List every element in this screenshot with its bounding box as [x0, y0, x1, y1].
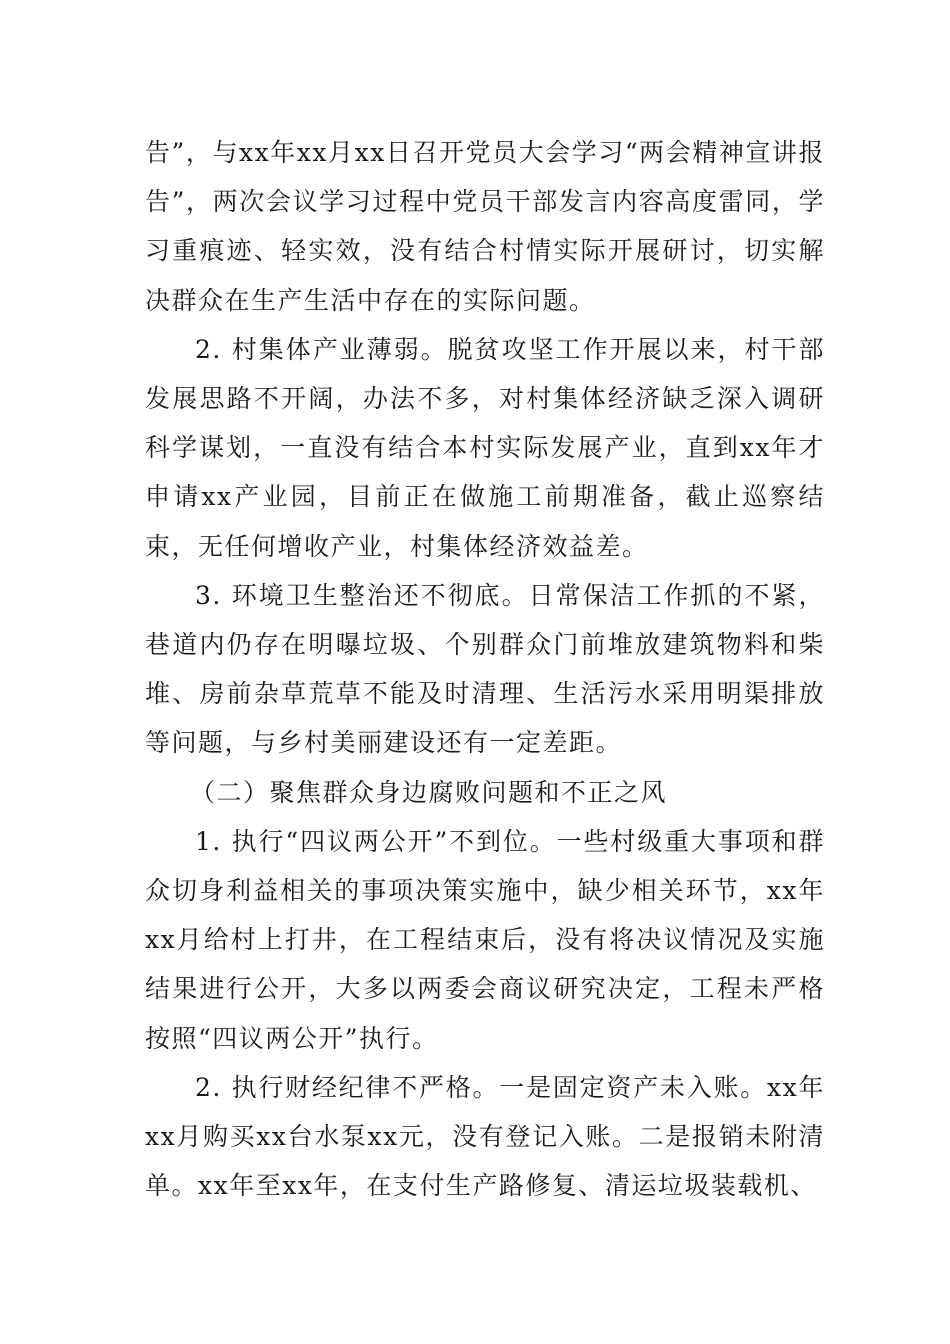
- paragraph-item-2-finance: 2. 执行财经纪律不严格。一是固定资产未入账。xx年xx月购买xx台水泵xx元，没有登记入账。二是报销未附清单。xx年至xx年，在支付生产路修复、清运垃圾装载机、: [145, 1072, 825, 1201]
- document-body: [145, 128, 825, 1210]
- paragraph-item-3-environment: 3. 环境卫生整治还不彻底。日常保洁工作抓的不紧，巷道内仍存在明曝垃圾、个别群众门前堆放建筑物料和柴堆、房前杂草荒草不能及时清理、生活污水采用明渠排放等问题，与乡村美丽建设还有一定差距。: [145, 580, 825, 758]
- paragraph-continuation: 告”，与xx年xx月xx日召开党员大会学习“两会精神宣讲报告”，两次会议学习过程中党员干部发言内容高度雷同，学习重痕迹、轻实效，没有结合村情实际开展研讨，切实解决群众在生产生活中存在的实际问题。: [145, 138, 825, 315]
- section-heading-2: （二）聚焦群众身边腐败问题和不正之风: [190, 777, 668, 807]
- paragraph-item-2-industry: 2. 村集体产业薄弱。脱贫攻坚工作开展以来，村干部发展思路不开阔，办法不多，对村集体经济缺乏深入调研科学谋划，一直没有结合本村实际发展产业，直到xx年才申请xx产业园，目前正在做施工前期准备，截止巡察结束，无任何增收产业，村集体经济效益差。: [145, 334, 825, 561]
- paragraph-item-1-disclosure: 1. 执行“四议两公开”不到位。一些村级重大事项和群众切身利益相关的事项决策实施中，缺少相关环节，xx年xx月给村上打井，在工程结束后，没有将决议情况及实施结果进行公开，大多以两委会商议研究决定，工程未严格按照“四议两公开”执行。: [145, 826, 825, 1053]
